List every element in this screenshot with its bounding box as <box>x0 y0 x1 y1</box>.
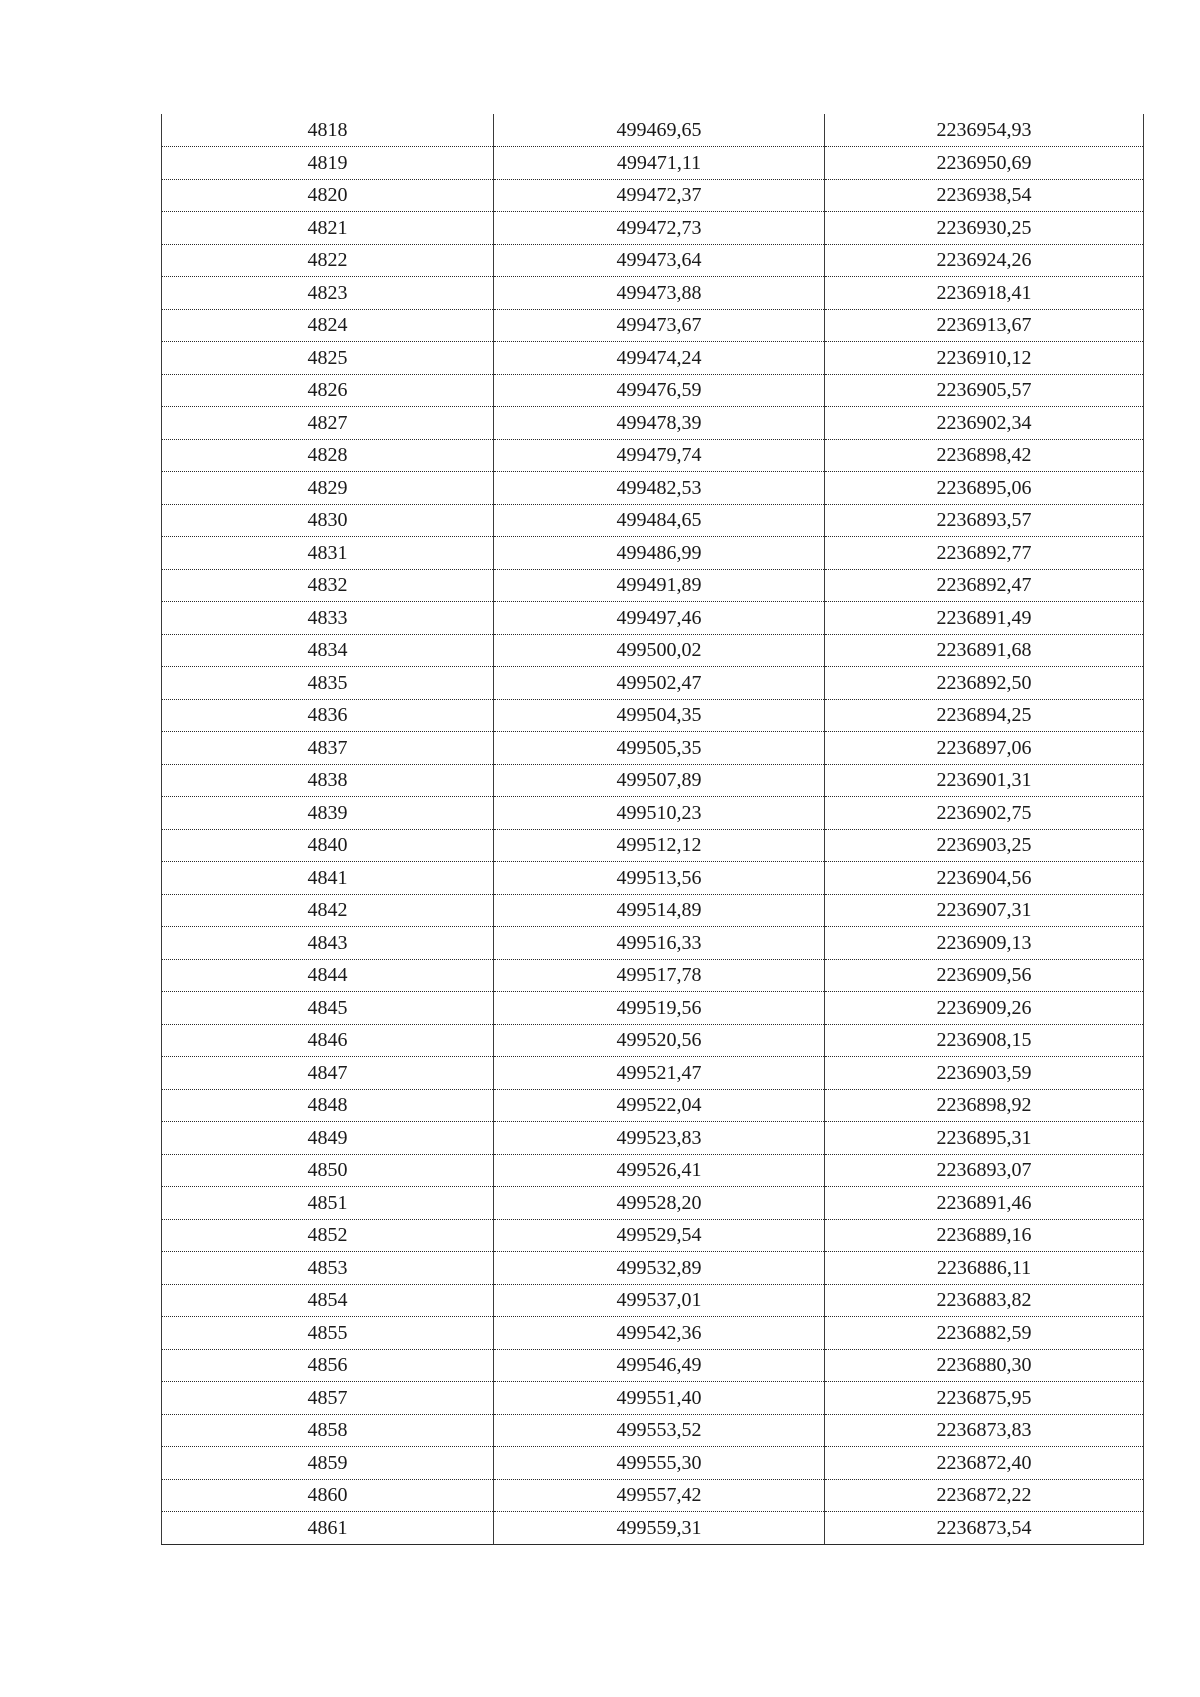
x-coordinate-cell: 499507,89 <box>494 764 825 797</box>
x-coordinate-cell: 499526,41 <box>494 1154 825 1187</box>
table-row <box>162 1089 1144 1122</box>
point-number-cell: 4846 <box>162 1024 494 1057</box>
table-row <box>162 1317 1144 1350</box>
x-coordinate-cell: 499500,02 <box>494 634 825 667</box>
x-coordinate-cell: 499516,33 <box>494 927 825 960</box>
x-coordinate-cell: 499497,46 <box>494 602 825 635</box>
y-coordinate-cell: 2236882,59 <box>825 1317 1144 1350</box>
y-coordinate-cell: 2236898,42 <box>825 439 1144 472</box>
table-row <box>162 244 1144 277</box>
y-coordinate-cell: 2236909,26 <box>825 992 1144 1025</box>
x-coordinate-cell: 499528,20 <box>494 1187 825 1220</box>
table-row <box>162 602 1144 635</box>
x-coordinate-cell: 499479,74 <box>494 439 825 472</box>
table-row <box>162 537 1144 570</box>
y-coordinate-cell: 2236872,40 <box>825 1447 1144 1480</box>
table-row <box>162 1154 1144 1187</box>
y-coordinate-cell: 2236930,25 <box>825 212 1144 245</box>
point-number-cell: 4833 <box>162 602 494 635</box>
y-coordinate-cell: 2236875,95 <box>825 1382 1144 1415</box>
x-coordinate-cell: 499476,59 <box>494 374 825 407</box>
table-row <box>162 894 1144 927</box>
y-coordinate-cell: 2236924,26 <box>825 244 1144 277</box>
table-row <box>162 147 1144 180</box>
table-row <box>162 1252 1144 1285</box>
point-number-cell: 4860 <box>162 1479 494 1512</box>
point-number-cell: 4822 <box>162 244 494 277</box>
table-row <box>162 439 1144 472</box>
table-row <box>162 1479 1144 1512</box>
x-coordinate-cell: 499473,64 <box>494 244 825 277</box>
point-number-cell: 4844 <box>162 959 494 992</box>
y-coordinate-cell: 2236904,56 <box>825 862 1144 895</box>
x-coordinate-cell: 499551,40 <box>494 1382 825 1415</box>
x-coordinate-cell: 499510,23 <box>494 797 825 830</box>
point-number-cell: 4854 <box>162 1284 494 1317</box>
x-coordinate-cell: 499491,89 <box>494 569 825 602</box>
y-coordinate-cell: 2236938,54 <box>825 179 1144 212</box>
y-coordinate-cell: 2236918,41 <box>825 277 1144 310</box>
table-row <box>162 829 1144 862</box>
x-coordinate-cell: 499521,47 <box>494 1057 825 1090</box>
y-coordinate-cell: 2236907,31 <box>825 894 1144 927</box>
table-row <box>162 407 1144 440</box>
y-coordinate-cell: 2236883,82 <box>825 1284 1144 1317</box>
point-number-cell: 4861 <box>162 1512 494 1545</box>
point-number-cell: 4819 <box>162 147 494 180</box>
table-row <box>162 504 1144 537</box>
y-coordinate-cell: 2236895,31 <box>825 1122 1144 1155</box>
table-row <box>162 1122 1144 1155</box>
y-coordinate-cell: 2236889,16 <box>825 1219 1144 1252</box>
x-coordinate-cell: 499469,65 <box>494 114 825 147</box>
table-row <box>162 342 1144 375</box>
point-number-cell: 4838 <box>162 764 494 797</box>
point-number-cell: 4856 <box>162 1349 494 1382</box>
x-coordinate-cell: 499542,36 <box>494 1317 825 1350</box>
x-coordinate-cell: 499520,56 <box>494 1024 825 1057</box>
y-coordinate-cell: 2236909,13 <box>825 927 1144 960</box>
x-coordinate-cell: 499505,35 <box>494 732 825 765</box>
point-number-cell: 4840 <box>162 829 494 862</box>
y-coordinate-cell: 2236892,50 <box>825 667 1144 700</box>
y-coordinate-cell: 2236894,25 <box>825 699 1144 732</box>
table-row <box>162 1057 1144 1090</box>
y-coordinate-cell: 2236903,59 <box>825 1057 1144 1090</box>
y-coordinate-cell: 2236901,31 <box>825 764 1144 797</box>
table-row <box>162 1414 1144 1447</box>
x-coordinate-cell: 499517,78 <box>494 959 825 992</box>
table-row <box>162 959 1144 992</box>
point-number-cell: 4858 <box>162 1414 494 1447</box>
point-number-cell: 4830 <box>162 504 494 537</box>
x-coordinate-cell: 499513,56 <box>494 862 825 895</box>
y-coordinate-cell: 2236903,25 <box>825 829 1144 862</box>
table-row <box>162 1382 1144 1415</box>
y-coordinate-cell: 2236913,67 <box>825 309 1144 342</box>
y-coordinate-cell: 2236902,34 <box>825 407 1144 440</box>
y-coordinate-cell: 2236892,77 <box>825 537 1144 570</box>
point-number-cell: 4828 <box>162 439 494 472</box>
x-coordinate-cell: 499522,04 <box>494 1089 825 1122</box>
point-number-cell: 4820 <box>162 179 494 212</box>
point-number-cell: 4853 <box>162 1252 494 1285</box>
point-number-cell: 4829 <box>162 472 494 505</box>
coordinates-table <box>161 114 1144 1545</box>
y-coordinate-cell: 2236954,93 <box>825 114 1144 147</box>
point-number-cell: 4850 <box>162 1154 494 1187</box>
y-coordinate-cell: 2236898,92 <box>825 1089 1144 1122</box>
y-coordinate-cell: 2236886,11 <box>825 1252 1144 1285</box>
table-row <box>162 472 1144 505</box>
y-coordinate-cell: 2236872,22 <box>825 1479 1144 1512</box>
x-coordinate-cell: 499504,35 <box>494 699 825 732</box>
point-number-cell: 4849 <box>162 1122 494 1155</box>
x-coordinate-cell: 499486,99 <box>494 537 825 570</box>
x-coordinate-cell: 499502,47 <box>494 667 825 700</box>
x-coordinate-cell: 499514,89 <box>494 894 825 927</box>
x-coordinate-cell: 499532,89 <box>494 1252 825 1285</box>
table-row <box>162 764 1144 797</box>
y-coordinate-cell: 2236880,30 <box>825 1349 1144 1382</box>
table-row <box>162 797 1144 830</box>
point-number-cell: 4855 <box>162 1317 494 1350</box>
y-coordinate-cell: 2236950,69 <box>825 147 1144 180</box>
point-number-cell: 4843 <box>162 927 494 960</box>
point-number-cell: 4847 <box>162 1057 494 1090</box>
table-row <box>162 992 1144 1025</box>
table-row <box>162 1349 1144 1382</box>
table-row <box>162 569 1144 602</box>
table-row <box>162 1024 1144 1057</box>
y-coordinate-cell: 2236908,15 <box>825 1024 1144 1057</box>
table-row <box>162 1284 1144 1317</box>
point-number-cell: 4857 <box>162 1382 494 1415</box>
x-coordinate-cell: 499523,83 <box>494 1122 825 1155</box>
point-number-cell: 4839 <box>162 797 494 830</box>
x-coordinate-cell: 499519,56 <box>494 992 825 1025</box>
point-number-cell: 4835 <box>162 667 494 700</box>
point-number-cell: 4826 <box>162 374 494 407</box>
table-row <box>162 667 1144 700</box>
table-row <box>162 699 1144 732</box>
x-coordinate-cell: 499473,67 <box>494 309 825 342</box>
x-coordinate-cell: 499472,37 <box>494 179 825 212</box>
table-row <box>162 114 1144 147</box>
x-coordinate-cell: 499512,12 <box>494 829 825 862</box>
y-coordinate-cell: 2236893,07 <box>825 1154 1144 1187</box>
table-row <box>162 1512 1144 1545</box>
y-coordinate-cell: 2236891,68 <box>825 634 1144 667</box>
table-row <box>162 1219 1144 1252</box>
table-row <box>162 732 1144 765</box>
x-coordinate-cell: 499546,49 <box>494 1349 825 1382</box>
point-number-cell: 4834 <box>162 634 494 667</box>
y-coordinate-cell: 2236873,54 <box>825 1512 1144 1545</box>
y-coordinate-cell: 2236891,49 <box>825 602 1144 635</box>
x-coordinate-cell: 499559,31 <box>494 1512 825 1545</box>
x-coordinate-cell: 499555,30 <box>494 1447 825 1480</box>
x-coordinate-cell: 499553,52 <box>494 1414 825 1447</box>
point-number-cell: 4824 <box>162 309 494 342</box>
point-number-cell: 4836 <box>162 699 494 732</box>
table-row <box>162 1447 1144 1480</box>
point-number-cell: 4845 <box>162 992 494 1025</box>
point-number-cell: 4825 <box>162 342 494 375</box>
point-number-cell: 4837 <box>162 732 494 765</box>
y-coordinate-cell: 2236892,47 <box>825 569 1144 602</box>
point-number-cell: 4842 <box>162 894 494 927</box>
y-coordinate-cell: 2236891,46 <box>825 1187 1144 1220</box>
x-coordinate-cell: 499484,65 <box>494 504 825 537</box>
y-coordinate-cell: 2236905,57 <box>825 374 1144 407</box>
y-coordinate-cell: 2236909,56 <box>825 959 1144 992</box>
table-row <box>162 277 1144 310</box>
y-coordinate-cell: 2236873,83 <box>825 1414 1144 1447</box>
x-coordinate-cell: 499478,39 <box>494 407 825 440</box>
point-number-cell: 4823 <box>162 277 494 310</box>
point-number-cell: 4832 <box>162 569 494 602</box>
y-coordinate-cell: 2236910,12 <box>825 342 1144 375</box>
point-number-cell: 4859 <box>162 1447 494 1480</box>
x-coordinate-cell: 499473,88 <box>494 277 825 310</box>
point-number-cell: 4827 <box>162 407 494 440</box>
point-number-cell: 4848 <box>162 1089 494 1122</box>
x-coordinate-cell: 499537,01 <box>494 1284 825 1317</box>
point-number-cell: 4852 <box>162 1219 494 1252</box>
table-row <box>162 309 1144 342</box>
x-coordinate-cell: 499471,11 <box>494 147 825 180</box>
table-row <box>162 862 1144 895</box>
point-number-cell: 4841 <box>162 862 494 895</box>
table-row <box>162 179 1144 212</box>
x-coordinate-cell: 499482,53 <box>494 472 825 505</box>
point-number-cell: 4831 <box>162 537 494 570</box>
y-coordinate-cell: 2236893,57 <box>825 504 1144 537</box>
table-row <box>162 634 1144 667</box>
x-coordinate-cell: 499472,73 <box>494 212 825 245</box>
x-coordinate-cell: 499474,24 <box>494 342 825 375</box>
x-coordinate-cell: 499529,54 <box>494 1219 825 1252</box>
y-coordinate-cell: 2236897,06 <box>825 732 1144 765</box>
table-row <box>162 212 1144 245</box>
table-row <box>162 1187 1144 1220</box>
y-coordinate-cell: 2236895,06 <box>825 472 1144 505</box>
x-coordinate-cell: 499557,42 <box>494 1479 825 1512</box>
table-row <box>162 927 1144 960</box>
point-number-cell: 4821 <box>162 212 494 245</box>
point-number-cell: 4851 <box>162 1187 494 1220</box>
y-coordinate-cell: 2236902,75 <box>825 797 1144 830</box>
coordinates-table-body <box>162 114 1144 1544</box>
table-row <box>162 374 1144 407</box>
point-number-cell: 4818 <box>162 114 494 147</box>
